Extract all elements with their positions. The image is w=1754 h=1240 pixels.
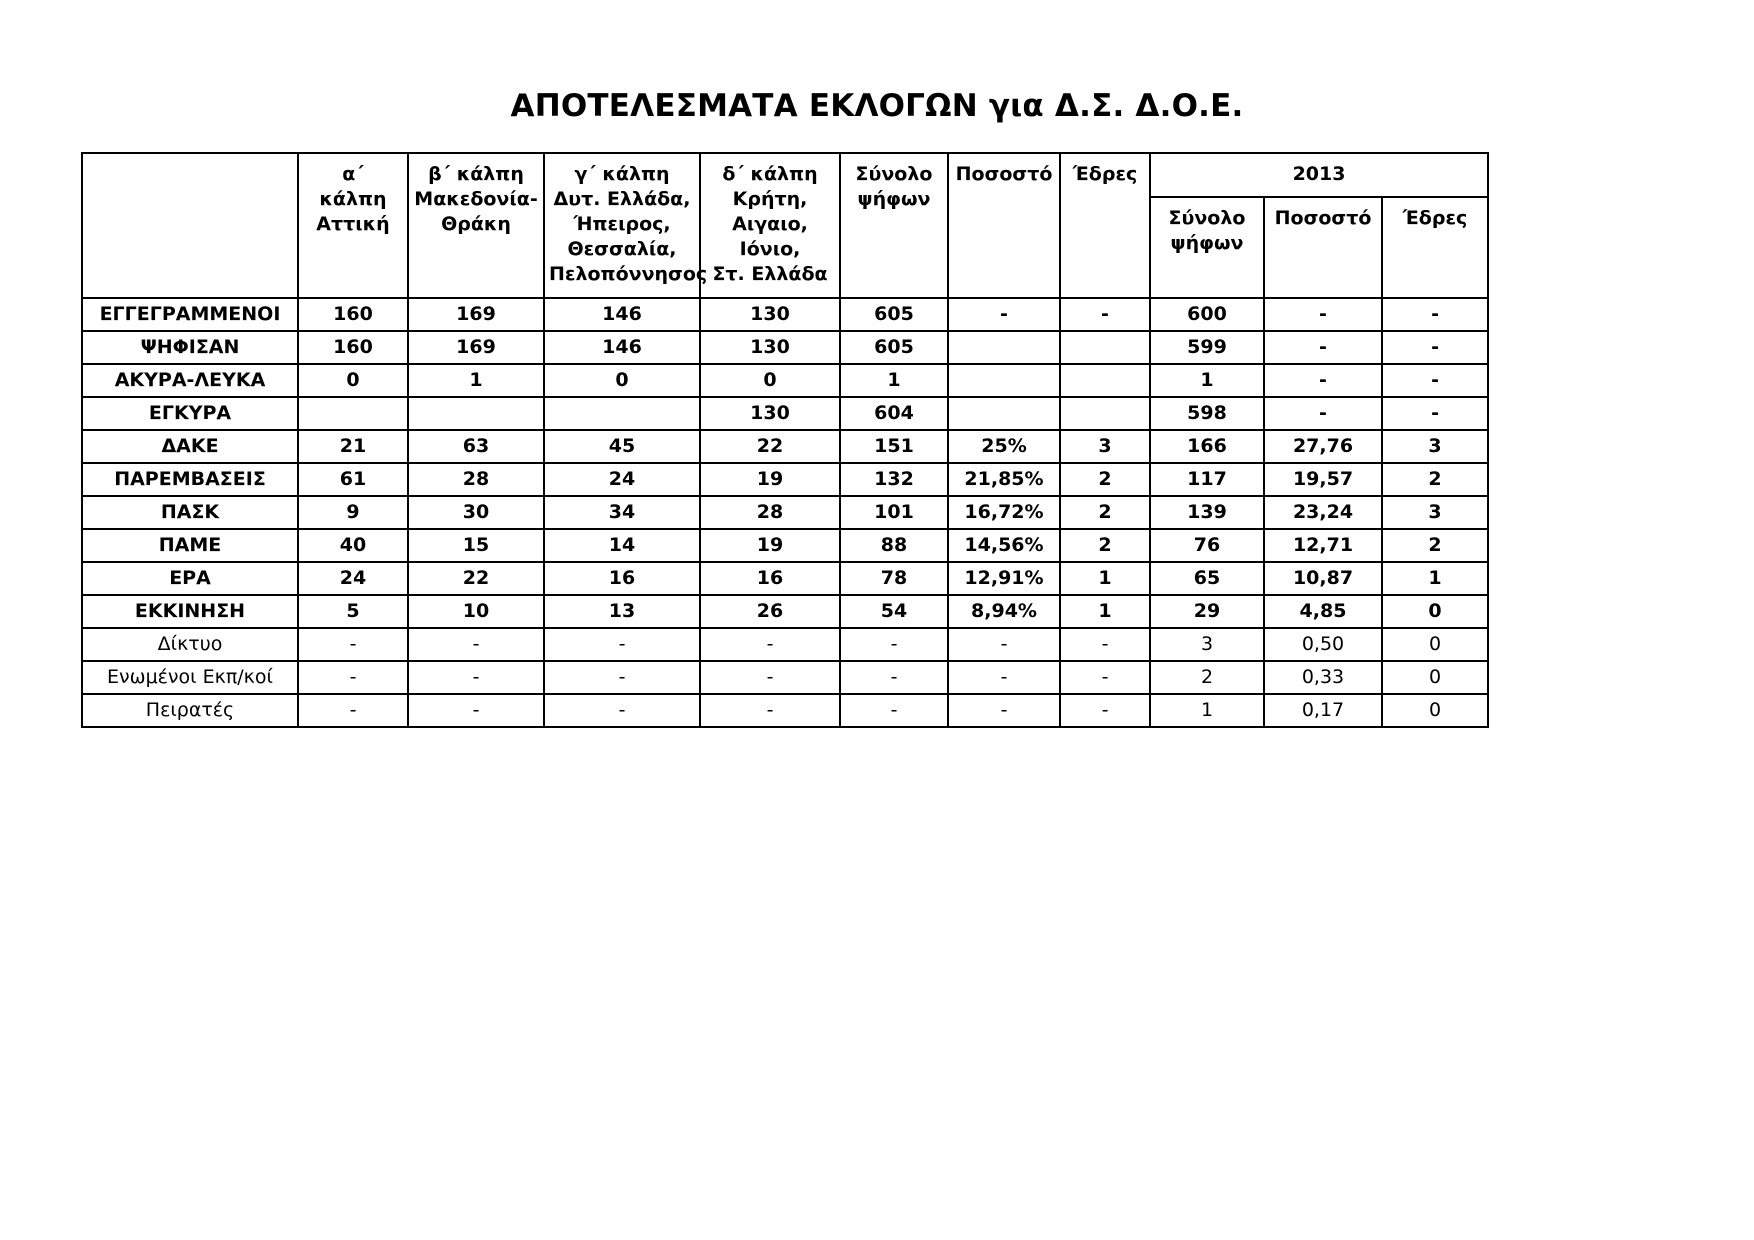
cell-2013-seats: - [1382,298,1488,331]
cell-kalpi-a: 9 [298,496,408,529]
cell-kalpi-c: - [544,628,700,661]
cell-kalpi-a: - [298,694,408,727]
header-col-c-line3: Ήπειρος, [573,213,671,236]
cell-seats: - [1060,661,1150,694]
cell-seats: 1 [1060,562,1150,595]
cell-kalpi-c: 146 [544,298,700,331]
table-row [82,331,1488,364]
cell-kalpi-d: 19 [700,529,840,562]
table-row [82,661,1488,694]
header-row-primary [82,153,1488,197]
cell-kalpi-c: - [544,694,700,727]
cell-2013-percentage: - [1264,298,1382,331]
cell-kalpi-d: 130 [700,298,840,331]
cell-kalpi-c: 24 [544,463,700,496]
cell-2013-percentage: 0,50 [1264,628,1382,661]
table-row [82,562,1488,595]
table-row [82,463,1488,496]
cell-seats: 1 [1060,595,1150,628]
cell-seats [1060,331,1150,364]
header-col-a-kalpi-attiki [298,153,408,298]
cell-kalpi-b: 28 [408,463,544,496]
cell-kalpi-c: 0 [544,364,700,397]
cell-percentage: 16,72% [948,496,1060,529]
header-col-d-kalpi-kriti-aigaio [700,153,840,298]
cell-kalpi-d: - [700,628,840,661]
header-col-a-line3: Αττική [316,213,390,236]
cell-2013-seats: 1 [1382,562,1488,595]
header-col-seats: Έδρες [1060,153,1150,298]
election-results-table [81,152,1489,728]
cell-percentage: - [948,628,1060,661]
cell-seats [1060,397,1150,430]
cell-kalpi-c: 16 [544,562,700,595]
cell-kalpi-d: 28 [700,496,840,529]
cell-total-votes: 88 [840,529,948,562]
row-label: ΠΑΜΕ [82,529,298,562]
cell-total-votes: 151 [840,430,948,463]
table-row [82,529,1488,562]
table-row [82,496,1488,529]
header-col-c-line5: Πελοπόννησος [549,263,708,286]
cell-total-votes: - [840,628,948,661]
cell-kalpi-c: - [544,661,700,694]
cell-percentage: 12,91% [948,562,1060,595]
row-label: ΔΑΚΕ [82,430,298,463]
cell-2013-seats: 0 [1382,661,1488,694]
cell-2013-seats: 0 [1382,694,1488,727]
header-col-c-line1: γ΄ κάλπη [574,163,670,185]
cell-total-votes: - [840,694,948,727]
cell-kalpi-d: 26 [700,595,840,628]
cell-seats: - [1060,628,1150,661]
table-row [82,364,1488,397]
cell-kalpi-d: 22 [700,430,840,463]
table-row [82,694,1488,727]
cell-2013-seats: 2 [1382,463,1488,496]
cell-2013-percentage: 12,71 [1264,529,1382,562]
cell-2013-percentage: 19,57 [1264,463,1382,496]
cell-2013-seats: 3 [1382,496,1488,529]
cell-kalpi-a: - [298,628,408,661]
cell-kalpi-b: 22 [408,562,544,595]
header-year-percentage: Ποσοστό [1264,197,1382,298]
cell-seats: - [1060,298,1150,331]
cell-kalpi-b: 63 [408,430,544,463]
header-col-b-line1: β΄ κάλπη [428,163,524,185]
cell-kalpi-a: 21 [298,430,408,463]
cell-seats: 2 [1060,463,1150,496]
cell-percentage: - [948,298,1060,331]
cell-2013-percentage: 23,24 [1264,496,1382,529]
cell-kalpi-b: 169 [408,298,544,331]
cell-percentage: 8,94% [948,595,1060,628]
cell-2013-total-votes: 1 [1150,364,1264,397]
cell-kalpi-b: 1 [408,364,544,397]
cell-kalpi-b: 30 [408,496,544,529]
table-row [82,430,1488,463]
cell-percentage [948,331,1060,364]
cell-2013-total-votes: 1 [1150,694,1264,727]
cell-kalpi-c: 45 [544,430,700,463]
header-year-seats: Έδρες [1382,197,1488,298]
cell-kalpi-a: 61 [298,463,408,496]
cell-2013-percentage: - [1264,331,1382,364]
cell-2013-seats: 2 [1382,529,1488,562]
cell-2013-seats: - [1382,397,1488,430]
cell-kalpi-b [408,397,544,430]
cell-percentage: 25% [948,430,1060,463]
cell-kalpi-d: - [700,661,840,694]
election-results-table-container [81,152,1487,728]
cell-kalpi-d: - [700,694,840,727]
table-header [82,153,1488,298]
cell-2013-percentage: 0,17 [1264,694,1382,727]
cell-2013-total-votes: 117 [1150,463,1264,496]
cell-2013-total-votes: 139 [1150,496,1264,529]
cell-2013-total-votes: 65 [1150,562,1264,595]
cell-percentage: 21,85% [948,463,1060,496]
header-year-group-2013: 2013 [1150,153,1488,197]
cell-kalpi-c: 13 [544,595,700,628]
cell-percentage: - [948,661,1060,694]
cell-kalpi-d: 19 [700,463,840,496]
header-col-d-line5: Στ. Ελλάδα [712,263,828,286]
row-label: Δίκτυο [82,628,298,661]
row-label: ΨΗΦΙΣΑΝ [82,331,298,364]
cell-2013-seats: 0 [1382,628,1488,661]
header-col-d-line2: Κρήτη, [732,188,808,211]
row-label: ΑΚΥΡΑ-ΛΕΥΚΑ [82,364,298,397]
header-col-total-line1: Σύνολο [855,163,933,185]
header-col-b-kalpi-makedonia-thraki [408,153,544,298]
cell-kalpi-d: 130 [700,331,840,364]
cell-total-votes: 101 [840,496,948,529]
cell-kalpi-a: 160 [298,298,408,331]
cell-kalpi-c: 34 [544,496,700,529]
cell-total-votes: 605 [840,298,948,331]
cell-seats [1060,364,1150,397]
cell-kalpi-c: 14 [544,529,700,562]
cell-2013-seats: 0 [1382,595,1488,628]
header-year-total-votes [1150,197,1264,298]
row-label: Ενωμένοι Εκπ/κοί [82,661,298,694]
header-col-c-kalpi-dytiki-ellada [544,153,708,298]
cell-2013-seats: 3 [1382,430,1488,463]
cell-2013-percentage: 4,85 [1264,595,1382,628]
cell-seats: - [1060,694,1150,727]
cell-2013-percentage: 27,76 [1264,430,1382,463]
row-label: Πειρατές [82,694,298,727]
table-row [82,595,1488,628]
table-body [82,298,1488,727]
header-col-a-line1: α΄ [342,163,364,185]
cell-kalpi-c [544,397,700,430]
header-year-total-line2: ψήφων [1170,232,1244,255]
cell-kalpi-d: 130 [700,397,840,430]
cell-2013-seats: - [1382,331,1488,364]
cell-2013-total-votes: 29 [1150,595,1264,628]
header-year-total-line1: Σύνολο [1168,207,1246,229]
cell-seats: 2 [1060,496,1150,529]
cell-kalpi-a: 160 [298,331,408,364]
header-col-total-line2: ψήφων [857,188,931,211]
cell-kalpi-a: 40 [298,529,408,562]
cell-percentage: - [948,694,1060,727]
header-col-c-line4: Θεσσαλία, [567,238,677,261]
cell-2013-total-votes: 599 [1150,331,1264,364]
cell-kalpi-b: - [408,661,544,694]
cell-2013-total-votes: 598 [1150,397,1264,430]
cell-2013-percentage: - [1264,397,1382,430]
cell-kalpi-a: 24 [298,562,408,595]
cell-kalpi-a [298,397,408,430]
cell-total-votes: 604 [840,397,948,430]
page-title: ΑΠΟΤΕΛΕΣΜΑΤΑ ΕΚΛΟΓΩΝ για Δ.Σ. Δ.Ο.Ε. [510,88,1244,124]
cell-total-votes: 605 [840,331,948,364]
cell-kalpi-a: - [298,661,408,694]
cell-2013-seats: - [1382,364,1488,397]
cell-kalpi-b: 169 [408,331,544,364]
cell-percentage [948,364,1060,397]
cell-kalpi-c: 146 [544,331,700,364]
cell-2013-total-votes: 166 [1150,430,1264,463]
row-label: ΕΓΚΥΡΑ [82,397,298,430]
header-col-d-line1: δ΄ κάλπη [722,163,818,185]
cell-kalpi-d: 16 [700,562,840,595]
cell-2013-percentage: 0,33 [1264,661,1382,694]
cell-kalpi-d: 0 [700,364,840,397]
cell-2013-percentage: 10,87 [1264,562,1382,595]
table-row [82,628,1488,661]
cell-kalpi-b: - [408,628,544,661]
row-label: ΠΑΡΕΜΒΑΣΕΙΣ [82,463,298,496]
cell-kalpi-b: - [408,694,544,727]
header-col-percentage: Ποσοστό [948,153,1060,298]
cell-total-votes: - [840,661,948,694]
cell-total-votes: 1 [840,364,948,397]
row-label: ΕΡΑ [82,562,298,595]
cell-kalpi-b: 10 [408,595,544,628]
header-col-d-line3: Αιγαιο, [732,213,808,236]
header-corner-blank [82,153,298,298]
cell-percentage [948,397,1060,430]
cell-2013-total-votes: 76 [1150,529,1264,562]
cell-2013-total-votes: 2 [1150,661,1264,694]
table-row [82,397,1488,430]
header-col-b-line2: Μακεδονία- [414,188,538,211]
header-col-a-line2: κάλπη [319,188,387,211]
cell-total-votes: 132 [840,463,948,496]
cell-2013-percentage: - [1264,364,1382,397]
cell-kalpi-a: 5 [298,595,408,628]
cell-seats: 2 [1060,529,1150,562]
header-col-b-line3: Θράκη [441,213,511,236]
cell-percentage: 14,56% [948,529,1060,562]
header-col-total-votes [840,153,948,298]
cell-kalpi-a: 0 [298,364,408,397]
cell-seats: 3 [1060,430,1150,463]
row-label: ΠΑΣΚ [82,496,298,529]
header-col-d-line4: Ιόνιο, [739,238,801,261]
cell-kalpi-b: 15 [408,529,544,562]
cell-2013-total-votes: 3 [1150,628,1264,661]
row-label: ΕΚΚΙΝΗΣΗ [82,595,298,628]
header-col-c-line2: Δυτ. Ελλάδα, [553,188,691,211]
row-label: ΕΓΓΕΓΡΑΜΜΕΝΟΙ [82,298,298,331]
cell-total-votes: 54 [840,595,948,628]
cell-total-votes: 78 [840,562,948,595]
cell-2013-total-votes: 600 [1150,298,1264,331]
table-row [82,298,1488,331]
